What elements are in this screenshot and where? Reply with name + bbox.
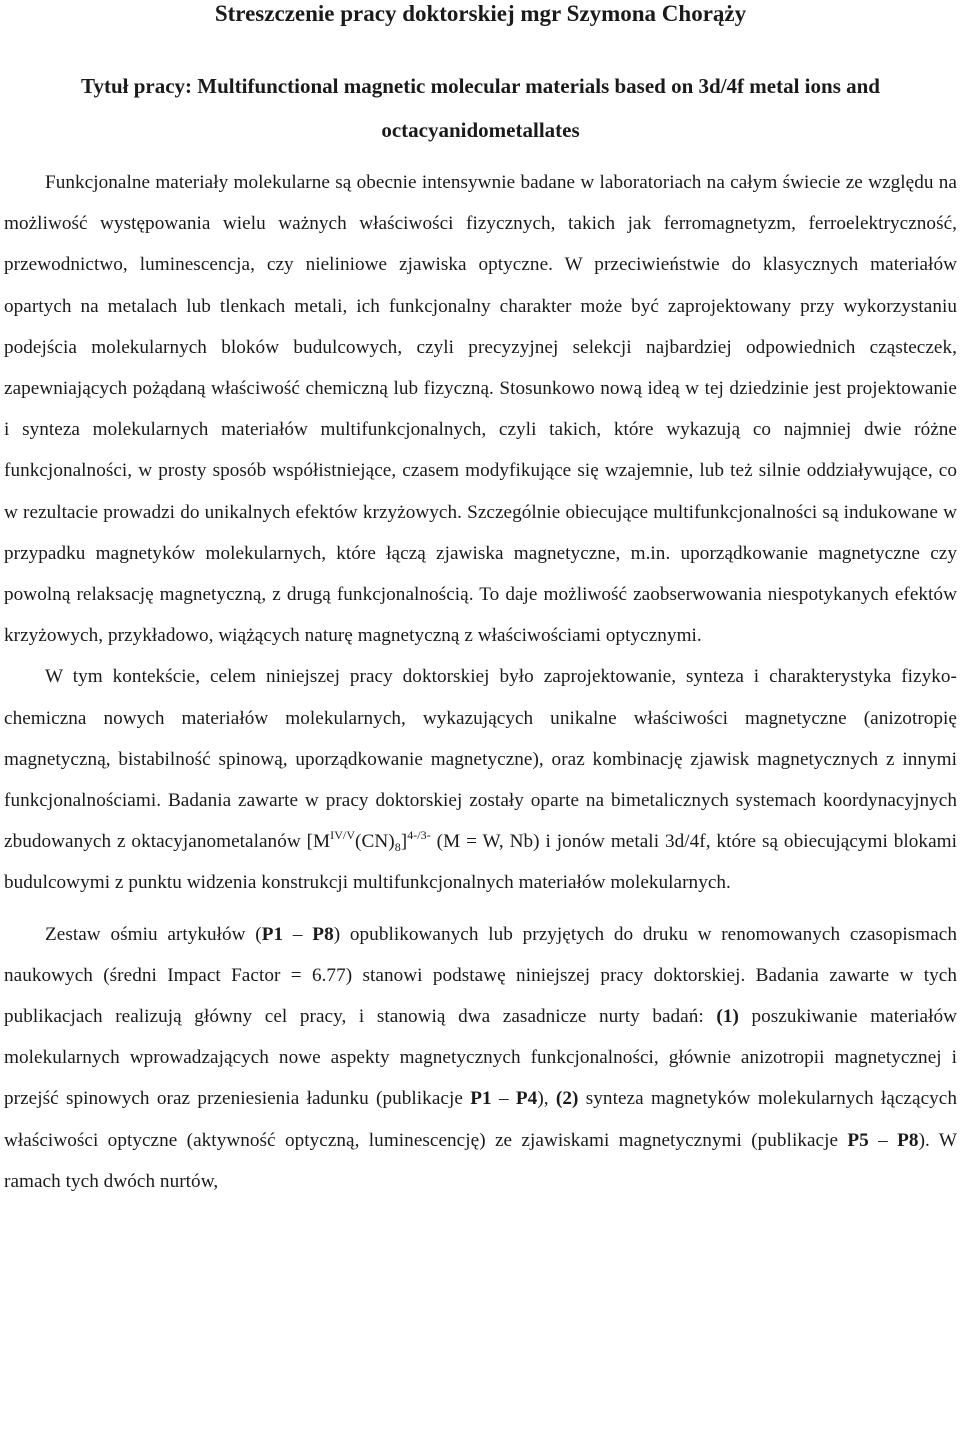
pub-ref-p8: P8 — [312, 923, 334, 945]
paragraph-aim — [4, 656, 957, 903]
paragraph-pub-text-a: Zestaw ośmiu artykułów ( — [45, 923, 262, 945]
pub-ref-p1: P1 — [261, 923, 284, 945]
pub-ref-p5: P5 — [847, 1129, 869, 1151]
paragraph-pub-text-i: ). W ramach tych dwóch nurtów, — [4, 1129, 957, 1192]
paragraph-aim-text-c: ] — [400, 831, 408, 853]
pub-ref-p8-second: P8 — [897, 1129, 919, 1151]
paragraph-publications — [4, 914, 957, 1202]
charge-superscript: 4-/3- — [407, 828, 431, 843]
paragraph-intro-text: Funkcjonalne materiały molekularne są obecnie intensywnie badane w laboratoriach na całym świecie ze względu na możliwość występowania wielu ważnych właściwości fizycznych, takich jak ferromagnetyzm, ferroelektryczność, przewodnictwo, luminescencja, czy nieliniowe zjawiska optyczne. W przeciwieństwie do klasycznych materiałów opartych na metalach lub tlenkach metali, ich funkcjonalny charakter może być zaprojektowany przy wykorzystaniu podejścia molekularnych bloków budulcowych, czyli precyzyjnej selekcji najbardziej odpowiednich cząsteczek, zapewniających pożądaną właściwość chemiczną lub fizyczną. Stosunkowo nową ideą w tej dziedzinie jest projektowanie i synteza molekularnych materiałów multifunkcjonalnych, czyli takich, które wykazują co najmniej dwie różne funkcjonalności, w prosty sposób współistniejące, czasem modyfikujące się wzajemnie, lub też silnie oddziaływujące, co w rezultacie prowadzi do unikalnych efektów krzyżowych. Szczególnie obiecujące multifunkcjonalności są indukowane w przypadku magnetyków molekularnych, które łączą zjawiska magnetyczne, m.in. uporządkowanie magnetyczne czy powolną relaksację magnetyczną, z drugą funkcjonalnością. To daje możliwość zaobserwowania niespotykanych efektów krzyżowych, przykładowo, wiążących naturę magnetyczną z właściwościami optycznymi. — [4, 172, 957, 647]
paragraph-aim-text-b: (CN) — [355, 831, 395, 853]
research-line-2-marker: (2) — [555, 1088, 579, 1110]
paragraph-aim-text-d: (M = W, Nb) i jonów metali 3d/4f, które są obiecującymi blokami budulcowymi z punktu widzenia konstrukcji multifunkcjonalnych materiałów molekularnych. — [4, 831, 957, 894]
pub-ref-p4: P4 — [515, 1088, 538, 1110]
paragraph-pub-text-e: – — [491, 1088, 516, 1110]
thesis-title: Tytuł pracy: Multifunctional magnetic molecular materials based on 3d/4f metal ions and octacyanidometallates — [81, 74, 880, 142]
research-line-1-marker: (1) — [716, 1006, 739, 1028]
paragraph-pub-text-f: ), — [537, 1088, 556, 1110]
paragraph-pub-text-c: ) opublikowanych lub przyjętych do druku w renomowanych czasopismach naukowych (średni Impact Factor = 6.77) stanowi podstawę niniejszej pracy doktorskiej. Badania zawarte w tych publikacjach realizują główny cel pracy, i stanowią dwa zasadnicze nurty badań: — [4, 923, 957, 1028]
pub-ref-p1-second: P1 — [470, 1088, 492, 1110]
cn-count-subscript: 8 — [394, 840, 401, 855]
paragraph-pub-text-h: – — [868, 1129, 898, 1151]
document-page — [4, 0, 957, 1202]
paragraph-intro — [4, 162, 957, 656]
paragraph-aim-text-a: W tym kontekście, celem niniejszej pracy doktorskiej było zaprojektowanie, synteza i charakterystyka fizyko-chemiczna nowych materiałów molekularnych, wykazujących unikalne właściwości magnetyczne (anizotropię magnetyczną, bistabilność spinową, uporządkowanie magnetyczne), oraz kombinację zjawisk magnetycznych z innymi funkcjonalnościami. Badania zawarte w pracy doktorskiej zostały oparte na bimetalicznych systemach koordynacyjnych zbudowanych z oktacyjanometalanów [M — [4, 666, 957, 853]
paragraph-pub-text-d: poszukiwanie materiałów molekularnych wprowadzających nowe aspekty magnetycznych funkcjonalności, głównie anizotropii magnetycznej i przejść spinowych oraz przeniesienia ładunku (publikacje — [4, 1006, 958, 1110]
oxidation-state-superscript: IV/V — [330, 828, 356, 843]
document-title: Streszczenie pracy doktorskiej mgr Szymona Chorąży — [214, 1, 747, 26]
paragraph-pub-text-g: synteza magnetyków molekularnych łączących właściwości optyczne (aktywność optyczną, luminescencję) ze zjawiskami magnetycznymi (publikacje — [4, 1088, 957, 1151]
paragraph-pub-text-b: – — [283, 923, 313, 945]
